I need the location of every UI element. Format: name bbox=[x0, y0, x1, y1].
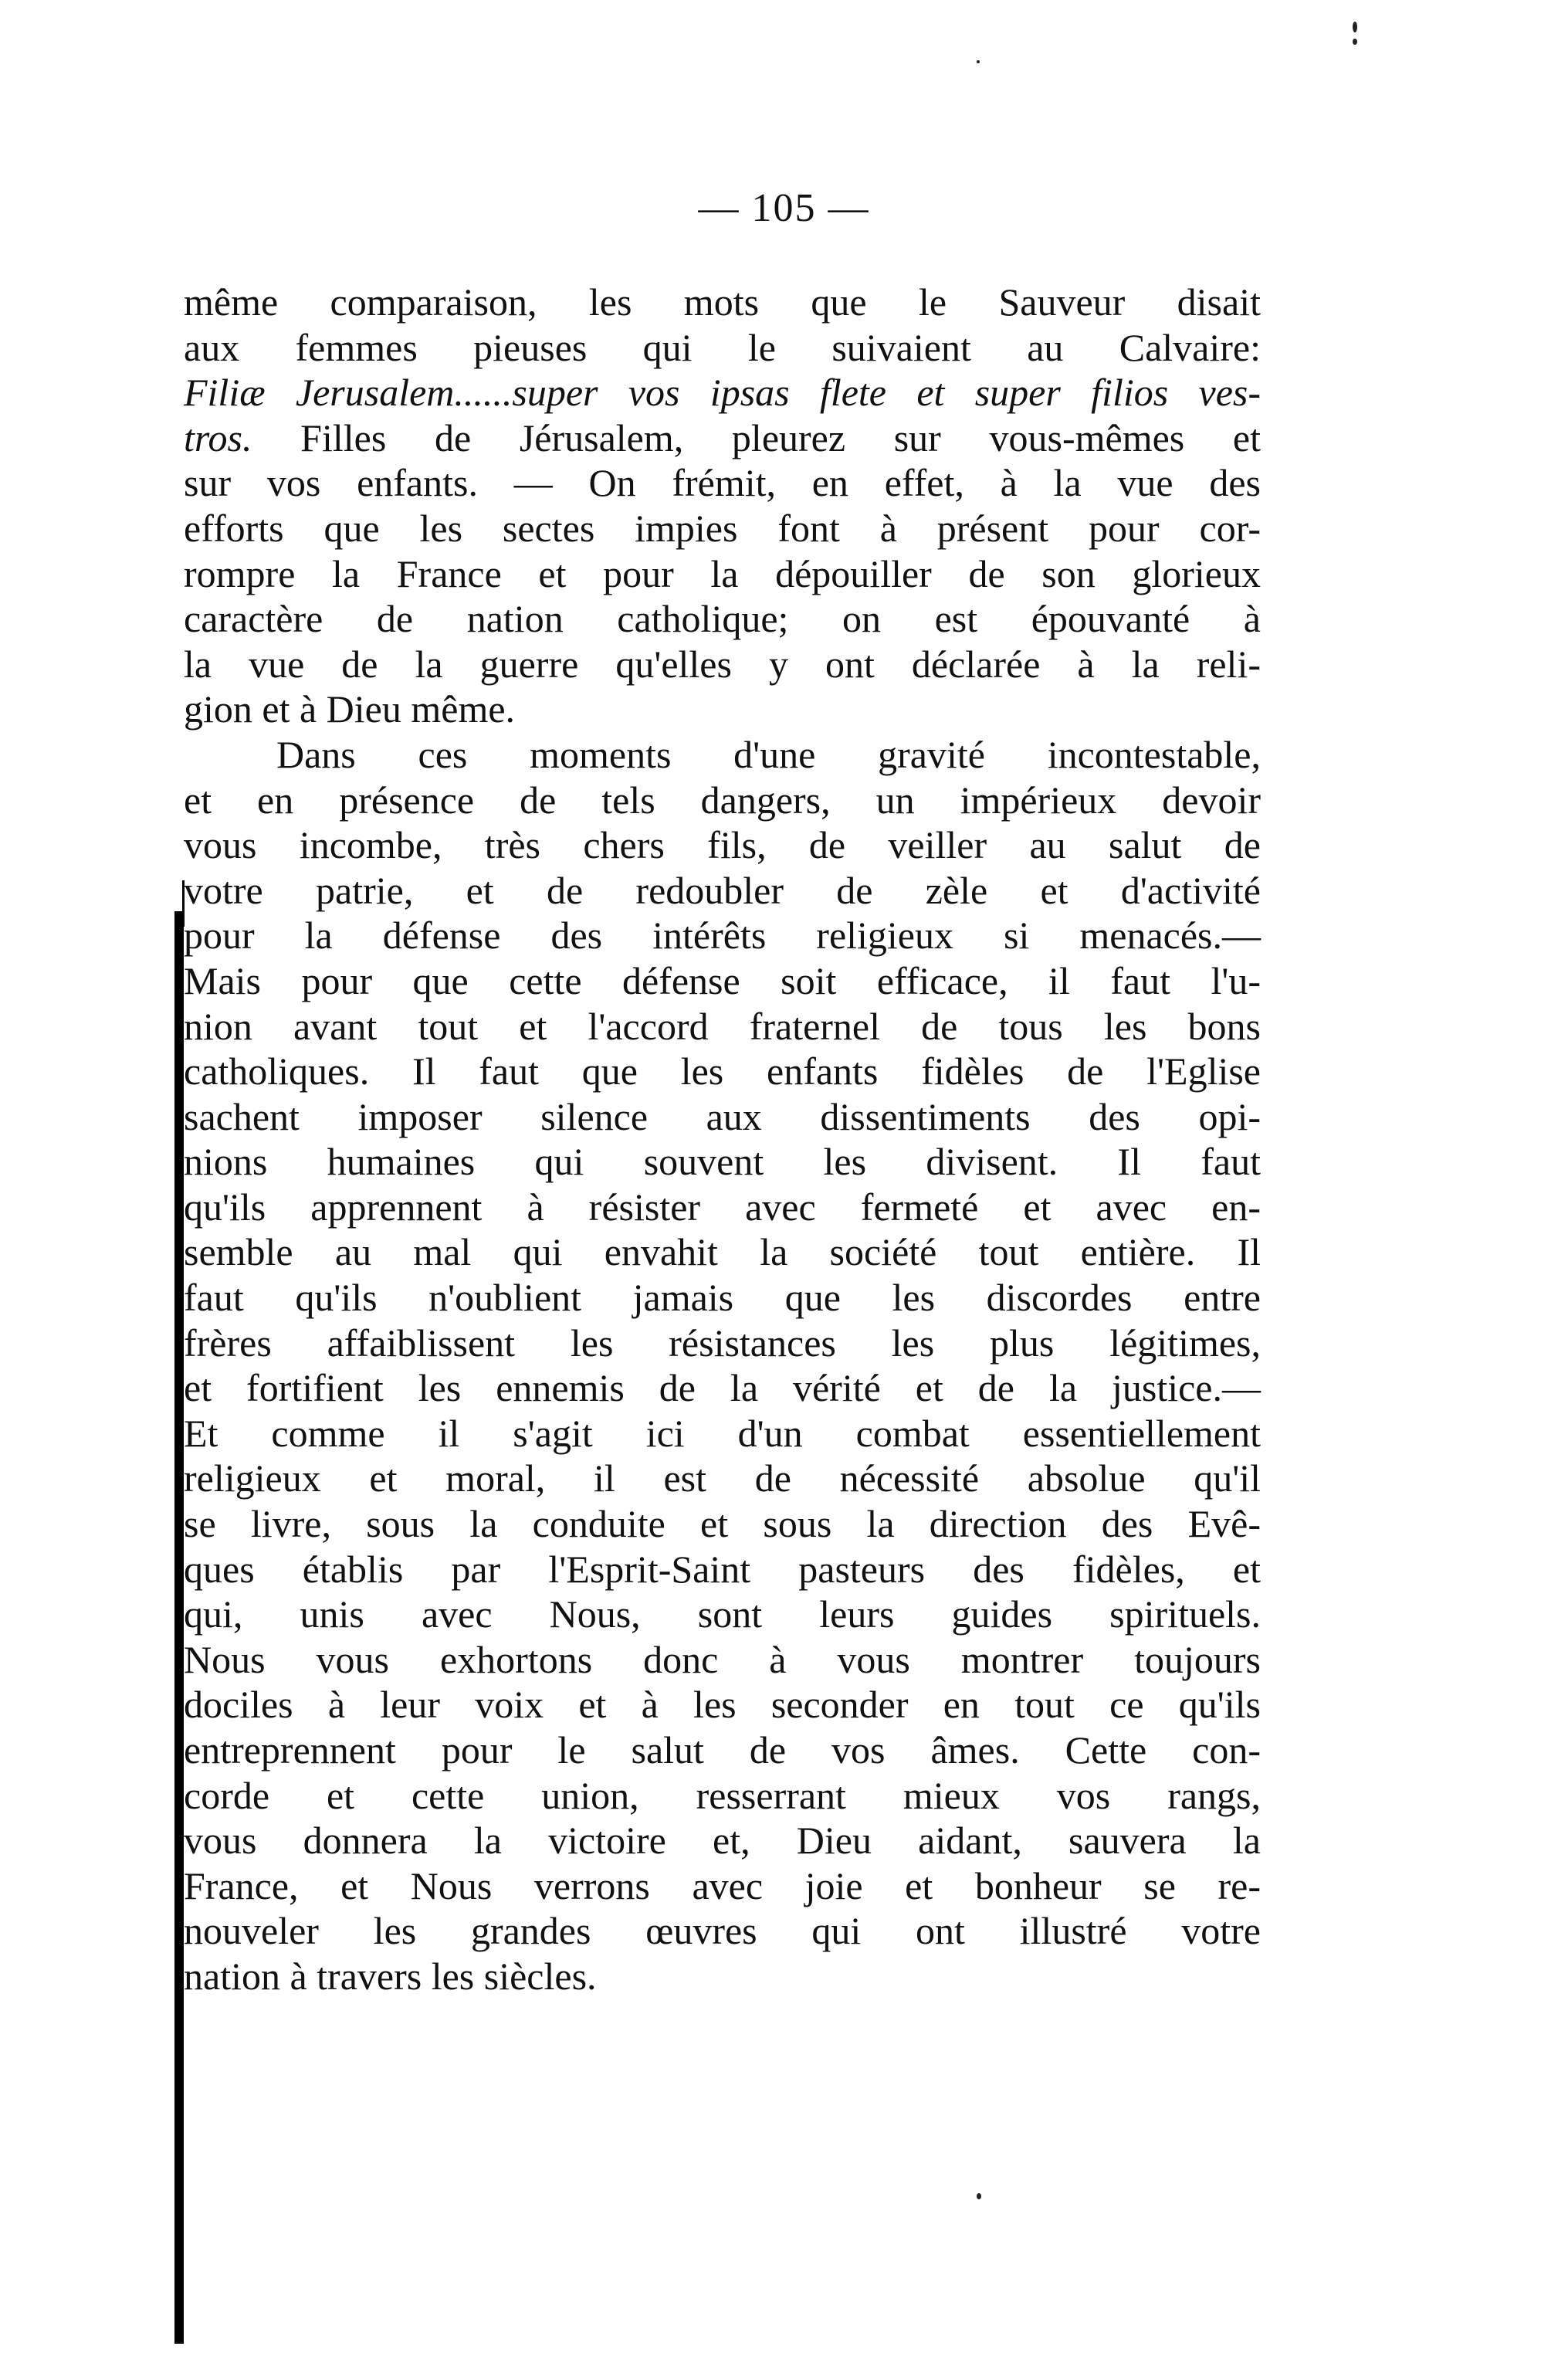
text-line: qui, unis avec Nous, sont leurs guides spirituels. bbox=[184, 1592, 1261, 1636]
text-line: vous incombe, très chers fils, de veiller au salut de bbox=[184, 823, 1261, 867]
text-line: la vue de la guerre qu'elles y ont déclarée à la reli- bbox=[184, 642, 1261, 686]
text-line: semble au mal qui envahit la société tout entière. Il bbox=[184, 1230, 1261, 1274]
text-line: sachent imposer silence aux dissentiments des opi- bbox=[184, 1094, 1261, 1138]
text-segment: Filles de Jérusalem, pleurez sur vous-mêmes et bbox=[300, 415, 1261, 459]
text-line: France, et Nous verrons avec joie et bonheur se re- bbox=[184, 1863, 1261, 1907]
text-line: faut qu'ils n'oublient jamais que les discordes entre bbox=[184, 1276, 1261, 1320]
italic-latin-lead: Filiæ Jerusalem...... bbox=[184, 371, 513, 415]
text-line: Nous vous exhortons donc à vous montrer toujours bbox=[184, 1637, 1261, 1681]
ink-speck bbox=[1353, 39, 1357, 45]
text-line: qu'ils apprennent à résister avec fermeté et avec en- bbox=[184, 1185, 1261, 1229]
ink-speck bbox=[977, 2193, 981, 2199]
text-line: dociles à leur voix et à les seconder en tout ce qu'ils bbox=[184, 1683, 1261, 1727]
text-line: efforts que les sectes impies font à présent pour cor- bbox=[184, 506, 1261, 550]
text-line: corde et cette union, resserrant mieux vos rangs, bbox=[184, 1773, 1261, 1817]
binding-edge-bar bbox=[174, 911, 184, 2344]
text-line: nouveler les grandes œuvres qui ont illustré votre bbox=[184, 1909, 1261, 1953]
text-line: se livre, sous la conduite et sous la direction des Evê- bbox=[184, 1502, 1261, 1546]
text-line: religieux et moral, il est de nécessité absolue qu'il bbox=[184, 1456, 1261, 1500]
italic-latin-quote: super vos ipsas flete et super filios ves- bbox=[512, 371, 1261, 415]
ink-speck bbox=[977, 60, 980, 63]
text-line bbox=[184, 415, 1261, 461]
text-line: ques établis par l'Esprit-Saint pasteurs des fidèles, et bbox=[184, 1547, 1261, 1591]
text-line: vous donnera la victoire et, Dieu aidant, sauvera la bbox=[184, 1819, 1261, 1863]
text-line: sur vos enfants. — On frémit, en effet, à la vue des bbox=[184, 461, 1261, 505]
text-line: rompre la France et pour la dépouiller de son glorieux bbox=[184, 551, 1261, 595]
text-line: nation à travers les siècles. bbox=[184, 1954, 597, 1998]
text-line: aux femmes pieuses qui le suivaient au Calvaire: bbox=[184, 325, 1261, 369]
text-line: catholiques. Il faut que les enfants fidèles de l'Eglise bbox=[184, 1049, 1261, 1093]
text-line bbox=[184, 370, 1261, 415]
text-line: gion et à Dieu même. bbox=[184, 687, 516, 731]
page-number: — 105 — bbox=[698, 186, 870, 230]
text-line: Et comme il s'agit ici d'un combat essentiellement bbox=[184, 1411, 1261, 1455]
text-line: entreprennent pour le salut de vos âmes. Cette con- bbox=[184, 1728, 1261, 1772]
italic-latin-end: tros. bbox=[184, 415, 252, 459]
text-line: Dans ces moments d'une gravité incontestable, bbox=[276, 732, 1261, 776]
text-line: nions humaines qui souvent les divisent. Il faut bbox=[184, 1140, 1261, 1184]
text-line: votre patrie, et de redoubler de zèle et d'activité bbox=[184, 868, 1261, 912]
text-line: Mais pour que cette défense soit efficace, il faut l'u- bbox=[184, 958, 1261, 1002]
ink-speck bbox=[1353, 22, 1357, 32]
text-line: caractère de nation catholique; on est épouvanté à bbox=[184, 597, 1261, 641]
body-text bbox=[184, 280, 1261, 1999]
text-line: même comparaison, les mots que le Sauveur disait bbox=[184, 280, 1261, 324]
text-line: et en présence de tels dangers, un impérieux devoir bbox=[184, 778, 1261, 822]
text-line: frères affaiblissent les résistances les plus légitimes, bbox=[184, 1321, 1261, 1365]
text-line: nion avant tout et l'accord fraternel de tous les bons bbox=[184, 1004, 1261, 1048]
text-line: et fortifient les ennemis de la vérité et de la justice.— bbox=[184, 1366, 1261, 1410]
text-line: pour la défense des intérêts religieux si menacés.— bbox=[184, 914, 1261, 958]
